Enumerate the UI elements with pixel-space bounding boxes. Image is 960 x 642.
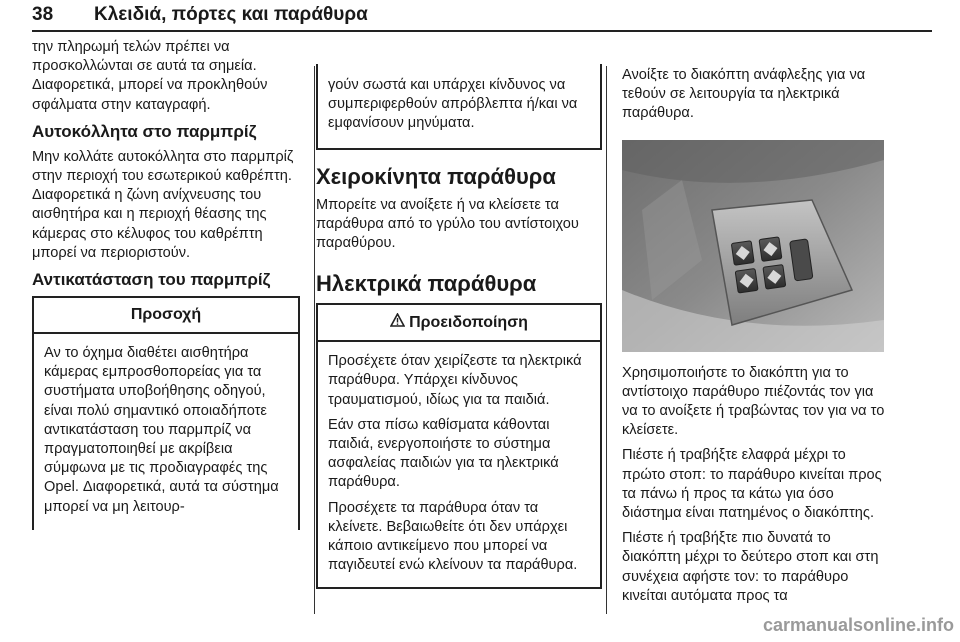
caution-text: Αν το όχημα διαθέτει αισθητήρα κάμερας εμπροσθοπορείας για τα συστήματα υποβοήθησης οδηγού, είναι πολύ σημαντικό οποιαδήποτε αντικατάσταση του παρμπρίζ να πραγματοποιηθεί με ακρίβεια σύμφωνα με τις προδιαγραφές της Opel. Διαφορετικά, αυτά τα σύστημα μπορεί να μη λειτουρ-	[44, 345, 279, 515]
caution-title: Προσοχή	[34, 298, 298, 334]
window-switch-photo	[622, 140, 884, 352]
warning-box	[316, 303, 602, 589]
paragraph: Μην κολλάτε αυτοκόλλητα στο παρμπρίζ στην περιοχή του εσωτερικού καθρέπτη. Διαφορετικά η ζώνη ανίχνευσης του αισθητήρα και η περιοχή θέασης της κάμερας στο κέλυφος του καθρέπτη μπορεί να περιοριστούν.	[32, 148, 294, 261]
section-heading: Αυτοκόλλητα στο παρμπρίζ	[32, 121, 257, 141]
section-heading: Αντικατάσταση του παρμπρίζ	[32, 270, 271, 290]
column-2	[316, 58, 602, 589]
warning-text: Προσέχετε όταν χειρίζεστε τα ηλεκτρικά παράθυρα. Υπάρχει κίνδυνος τραυματισμού, ιδίως για τα παιδιά.	[328, 353, 582, 408]
caution-text: γούν σωστά και υπάρχει κίνδυνος να συμπεριφερθούν απρόβλεπτα ή/και να εμφανίσουν μηνύματα.	[328, 77, 578, 132]
paragraph: Πιέστε ή τραβήξτε πιο δυνατά το διακόπτη μέχρι το δεύτερο στοπ και στη συνέχεια αφήστε τον: το παράθυρο κινείται αυτόματα προς τα	[622, 530, 879, 604]
column-1	[32, 38, 300, 530]
warning-title: Προειδοποίηση	[318, 305, 600, 342]
page-header	[32, 4, 368, 26]
page-title: Κλειδιά, πόρτες και παράθυρα	[94, 4, 368, 25]
caution-box-continued	[316, 64, 602, 150]
section-heading: Χειροκίνητα παράθυρα	[316, 163, 556, 189]
caution-box	[32, 296, 300, 530]
paragraph: Πιέστε ή τραβήξτε ελαφρά μέχρι το πρώτο στοπ: το παράθυρο κινείται προς τα πάνω ή προς τα κάτω για όσο διάστημα είναι πατημένος ο διακόπτης.	[622, 447, 882, 522]
page-number: 38	[32, 4, 54, 25]
intro-text: Ανοίξτε το διακόπτη ανάφλεξης για να τεθούν σε λειτουργία τα ηλεκτρικά παράθυρα.	[622, 67, 866, 122]
section-heading: Ηλεκτρικά παράθυρα	[316, 271, 537, 297]
column-divider	[606, 66, 607, 614]
warning-text: Εάν στα πίσω καθίσματα κάθονται παιδιά, ενεργοποιήστε το σύστημα ασφαλείας παιδιών για τα ηλεκτρικά παράθυρα.	[328, 416, 559, 491]
paragraph: Μπορείτε να ανοίξετε ή να κλείσετε τα παράθυρα από το γρύλο του αντίστοιχου παραθύρου.	[316, 196, 579, 252]
column-3	[622, 66, 888, 612]
watermark: carmanualsonline.info	[762, 615, 954, 635]
header-rule	[32, 30, 932, 32]
warning-triangle-icon	[390, 313, 405, 332]
paragraph: Χρησιμοποιήστε το διακόπτη για το αντίστοιχο παράθυρο πιέζοντάς τον για να το ανοίξετε ή τραβώντας τον για να το κλείσετε.	[622, 364, 885, 439]
intro-text: την πληρωμή τελών πρέπει να προσκολλώνται σε αυτά τα σημεία. Διαφορετικά, μπορεί να προκληθούν σφάλματα στην καταγραφή.	[32, 39, 268, 113]
warning-text: Προσέχετε τα παράθυρα όταν τα κλείνετε. Βεβαιωθείτε ότι δεν υπάρχει κάποιο αντικείμενο που μπορεί να παγιδευτεί ενώ κλείνουν τα παράθυρα.	[328, 499, 578, 574]
column-divider	[314, 66, 315, 614]
